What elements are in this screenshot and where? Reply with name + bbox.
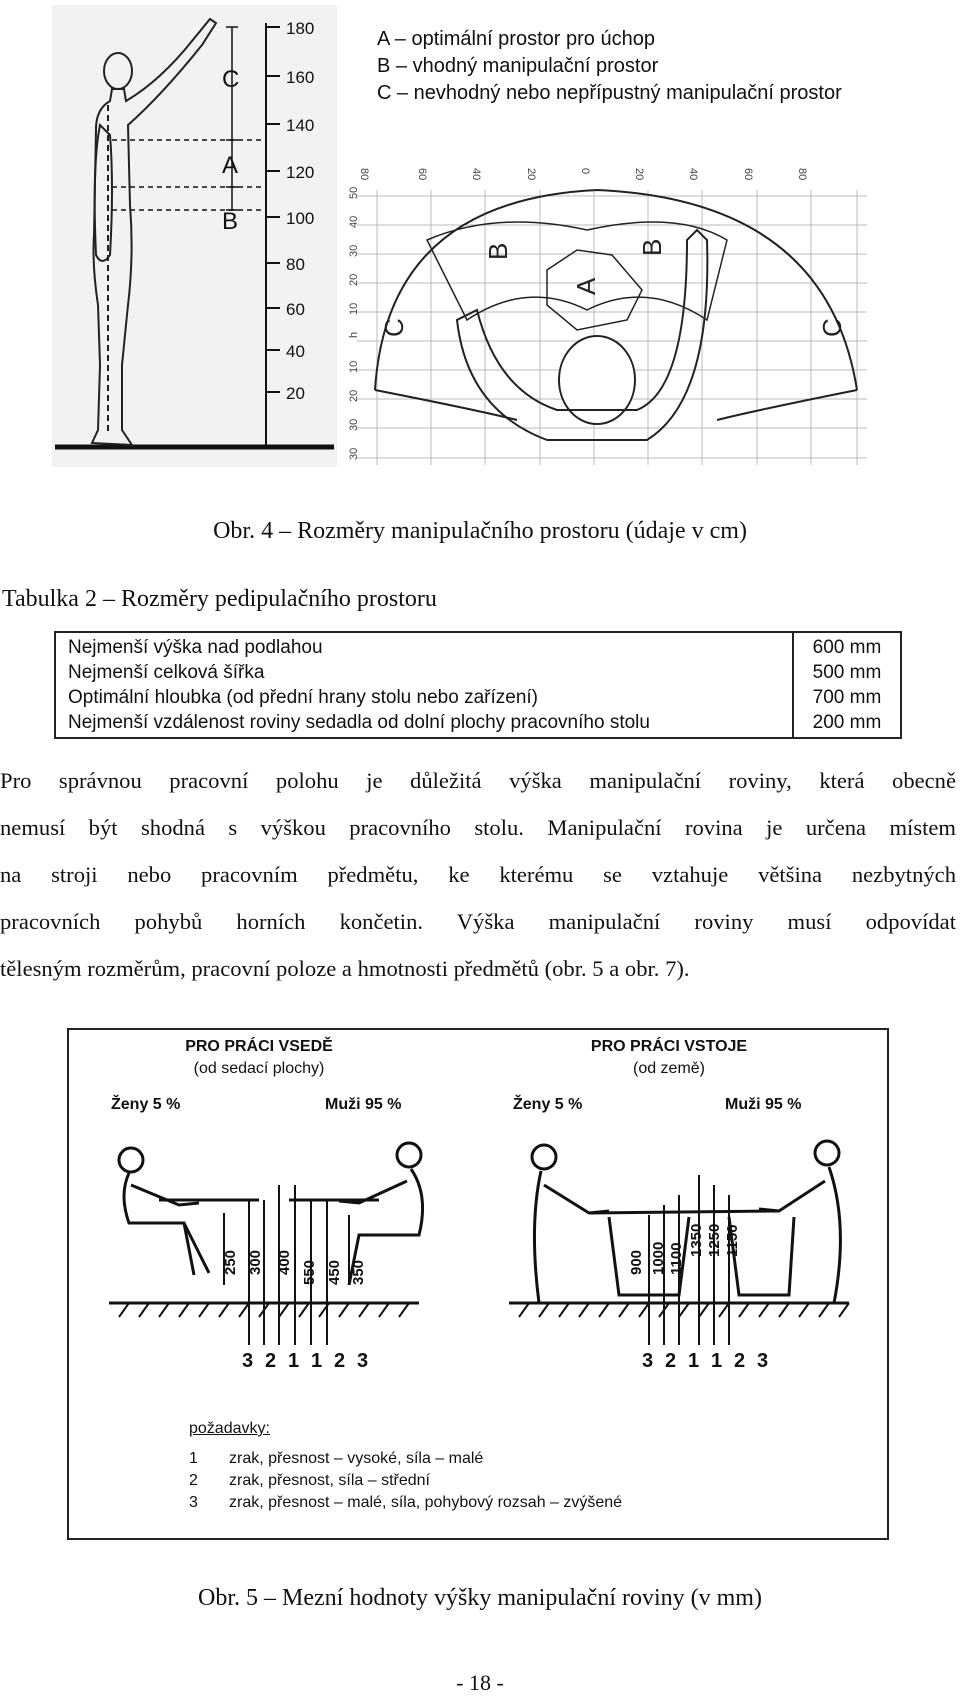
work-height-diagram — [89, 1125, 869, 1370]
scale-label: 20 — [286, 384, 305, 403]
requirement-number: 3 — [189, 1494, 198, 1511]
top-scale-label: 0 — [579, 168, 591, 175]
requirement-item — [189, 1470, 622, 1492]
table-label: Optimální hloubka (od přední hrany stolu nebo zařízení) — [68, 687, 538, 708]
table-label: Nejmenší výška nad podlahou — [68, 637, 323, 658]
figure-4-caption: Obr. 4 – Rozměry manipulačního prostoru (údaje v cm) — [213, 518, 747, 544]
page-number: - 18 - — [456, 1670, 504, 1695]
sitting-number: 2 — [334, 1350, 346, 1372]
fig4-height-diagram — [52, 5, 337, 467]
table-value: 600 mm — [812, 637, 882, 658]
scale-label: 80 — [286, 255, 305, 274]
zone-c-letter: C — [222, 66, 240, 93]
body-paragraph — [0, 757, 956, 992]
zone-b-letter: B — [222, 208, 239, 235]
zone-b-letter-right: B — [637, 238, 667, 256]
standing-title: PRO PRÁCI VSTOJE — [590, 1038, 748, 1055]
standing-value: 1100 — [668, 1242, 685, 1275]
requirement-item — [189, 1448, 622, 1470]
sitting-number: 3 — [357, 1350, 369, 1372]
pedipulation-table — [54, 631, 902, 739]
legend-item-c: C – nevhodný nebo nepřípustný manipulační prostor — [377, 82, 842, 104]
requirement-number: 2 — [189, 1472, 198, 1489]
sitting-value: 400 — [276, 1249, 293, 1275]
fig4-reach-diagram — [348, 160, 872, 465]
side-scale-label: 10 — [348, 302, 360, 315]
sitting-value: 550 — [301, 1259, 318, 1285]
fig4-legend — [377, 26, 842, 107]
side-scale-label: 20 — [348, 389, 360, 402]
legend-item-a: A – optimální prostor pro úchop — [377, 28, 655, 50]
top-scale-label: 20 — [525, 168, 537, 181]
side-scale-label: 30 — [348, 244, 360, 257]
paragraph-line: pracovních pohybů horních končetin. Výška manipulační roviny musí odpovídat — [0, 909, 956, 934]
side-scale-label: 30 — [348, 418, 360, 431]
standing-value: 900 — [628, 1249, 645, 1275]
zone-c-letter-left: C — [379, 318, 409, 337]
side-scale-label: 40 — [348, 215, 360, 228]
scale-label: 40 — [286, 342, 305, 361]
standing-number: 3 — [642, 1350, 654, 1372]
standing-number: 1 — [688, 1350, 700, 1372]
sitting-number: 1 — [311, 1350, 323, 1372]
paragraph-line: tělesným rozměrům, pracovní poloze a hmotnosti předmětů (obr. 5 a obr. 7). — [0, 956, 690, 981]
top-scale-label: 40 — [687, 168, 699, 181]
requirement-text: zrak, přesnost – vysoké, síla – malé — [229, 1450, 484, 1467]
legend-item-b: B – vhodný manipulační prostor — [377, 55, 659, 77]
scale-label: 140 — [286, 116, 315, 135]
top-scale-label: 80 — [358, 168, 370, 181]
table-labels-cell — [55, 632, 793, 738]
side-scale-label: 30 — [348, 447, 360, 460]
paragraph-line: na stroji nebo pracovním předmětu, ke kterému se vztahuje většina nezbytných — [0, 862, 956, 887]
requirement-text: zrak, přesnost – malé, síla, pohybový rozsah – zvýšené — [229, 1494, 623, 1511]
standing-number: 2 — [665, 1350, 677, 1372]
paragraph-line: nemusí být shodná s výškou pracovního stolu. Manipulační rovina je určena místem — [0, 815, 956, 840]
sitting-value: 250 — [222, 1249, 239, 1275]
side-scale-label: 50 — [348, 186, 360, 199]
standing-number: 2 — [734, 1350, 746, 1372]
sitting-title: PRO PRÁCI VSEDĚ — [185, 1038, 333, 1055]
zone-c-letter-right: C — [817, 318, 847, 337]
zone-a-letter: A — [222, 152, 239, 179]
sitting-value: 300 — [247, 1249, 264, 1275]
side-scale-label: h — [348, 331, 360, 338]
scale-label: 180 — [286, 19, 315, 38]
sitting-value: 450 — [326, 1259, 343, 1285]
requirement-item — [189, 1492, 622, 1514]
top-scale-label: 80 — [796, 168, 808, 181]
standing-number: 3 — [757, 1350, 769, 1372]
requirements-title: požadavky: — [189, 1420, 270, 1437]
paragraph-line: Pro správnou pracovní polohu je důležitá výška manipulační roviny, která obecně — [0, 768, 956, 793]
table-value: 700 mm — [812, 687, 882, 708]
zone-a-letter: A — [571, 277, 601, 295]
standing-value: 1000 — [650, 1241, 667, 1275]
table-label: Nejmenší vzdálenost roviny sedadla od dolní plochy pracovního stolu — [68, 712, 650, 733]
scale-label: 120 — [286, 163, 315, 182]
sitting-men-label: Muži 95 % — [325, 1096, 402, 1113]
sitting-number: 2 — [265, 1350, 277, 1372]
sitting-value: 350 — [350, 1259, 367, 1285]
scale-label: 160 — [286, 68, 315, 87]
zone-b-letter-left: B — [483, 242, 513, 260]
top-scale-label: 60 — [742, 168, 754, 181]
table-value: 200 mm — [812, 712, 882, 733]
scale-label: 60 — [286, 300, 305, 319]
sitting-subtitle: (od sedací plochy) — [193, 1060, 325, 1077]
standing-men-label: Muži 95 % — [725, 1096, 802, 1113]
top-scale-label: 40 — [470, 168, 482, 181]
requirement-number: 1 — [189, 1450, 198, 1467]
top-scale-label: 60 — [416, 168, 428, 181]
sitting-number: 1 — [288, 1350, 300, 1372]
sitting-women-label: Ženy 5 % — [111, 1096, 181, 1113]
standing-value: 1150 — [724, 1224, 741, 1257]
table-2-caption: Tabulka 2 – Rozměry pedipulačního prostoru — [2, 586, 437, 612]
sitting-number: 3 — [242, 1350, 254, 1372]
table-value: 500 mm — [812, 662, 882, 683]
standing-value: 1250 — [706, 1223, 723, 1257]
scale-label: 100 — [286, 209, 315, 228]
table-values-cell — [793, 632, 901, 738]
figure-5-caption: Obr. 5 – Mezní hodnoty výšky manipulační roviny (v mm) — [198, 1585, 762, 1611]
standing-value: 1350 — [688, 1223, 705, 1257]
side-scale-label: 20 — [348, 273, 360, 286]
standing-number: 1 — [711, 1350, 723, 1372]
figure-5-frame — [67, 1028, 889, 1540]
standing-women-label: Ženy 5 % — [513, 1096, 583, 1113]
top-scale-label: 20 — [633, 168, 645, 181]
table-label: Nejmenší celková šířka — [68, 662, 265, 683]
requirements-list — [189, 1448, 622, 1514]
requirement-text: zrak, přesnost, síla – střední — [229, 1472, 430, 1489]
side-scale-label: 10 — [348, 360, 360, 373]
standing-subtitle: (od země) — [632, 1060, 706, 1077]
